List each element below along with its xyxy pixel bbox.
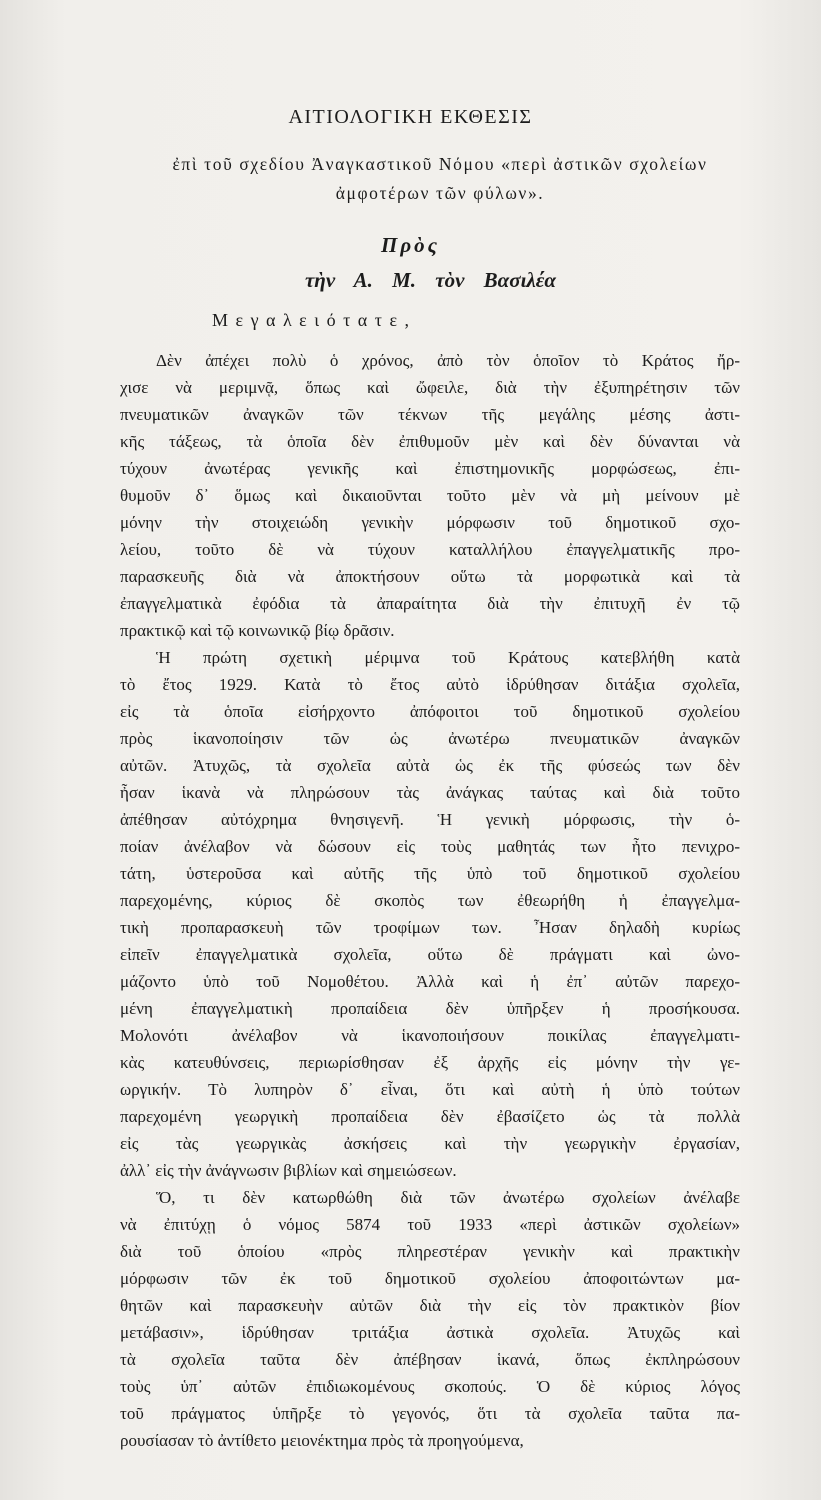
body-text bbox=[120, 347, 740, 1454]
text-line: παρεχομένης, κύριος δὲ σκοπὸς των ἐθεωρήθη ἡ ἐπαγγελμα- bbox=[120, 891, 740, 910]
subtitle-line: ἐπὶ τοῦ σχεδίου Ἀναγκαστικοῦ Νόμου «περὶ ἀστικῶν σχολείων bbox=[172, 154, 708, 174]
text-line: διὰ τοῦ ὁποίου «πρὸς πληρεστέραν γενικὴν καὶ πρακτικὴν bbox=[120, 1242, 740, 1261]
subtitle-line: ἀμφοτέρων τῶν φύλων». bbox=[335, 183, 545, 203]
text-line: τοὺς ὑπ᾽ αὐτῶν ἐπιδιωκομένους σκοπούς. Ὁ δὲ κύριος λόγος bbox=[120, 1377, 740, 1396]
document-title: ΑΙΤΙΟΛΟΓΙΚΗ ΕΚΘΕΣΙΣ bbox=[288, 106, 533, 128]
address-heading-pros: Πρὸς bbox=[380, 233, 440, 257]
text-line: εἰς τὰ ὁποῖα εἰσήρχοντο ἀπόφοιτοι τοῦ δημοτικοῦ σχολείου bbox=[120, 702, 740, 721]
salutation: Μεγαλειότατε, bbox=[212, 310, 417, 330]
text-line: χισε νὰ μεριμνᾷ, ὅπως καὶ ὤφειλε, διὰ τὴν ἐξυπηρέτησιν τῶν bbox=[120, 378, 740, 397]
text-line: ἀλλ᾽ εἰς τὴν ἀνάγνωσιν βιβλίων καὶ σημειώσεων. bbox=[120, 1161, 457, 1180]
text-line: ωργικήν. Τὸ λυπηρὸν δ᾽ εἶναι, ὅτι καὶ αὐτὴ ἡ ὑπὸ τούτων bbox=[120, 1080, 740, 1099]
text-line: τὰ σχολεῖα ταῦτα δὲν ἀπέβησαν ἱκανά, ὅπως ἐκπληρώσουν bbox=[120, 1350, 740, 1369]
text-line: πρὸς ἱκανοποίησιν τῶν ὡς ἀνωτέρω πνευματικῶν ἀναγκῶν bbox=[120, 729, 740, 748]
text-line: πνευματικῶν ἀναγκῶν τῶν τέκνων τῆς μεγάλης μέσης ἀστι- bbox=[120, 405, 740, 424]
text-line: θητῶν καὶ παρασκευὴν αὐτῶν διὰ τὴν εἰς τὸν πρακτικὸν βίον bbox=[120, 1296, 740, 1315]
text-line: λείου, τοῦτο δὲ νὰ τύχουν καταλλήλου ἐπαγγελματικῆς προ- bbox=[120, 540, 740, 559]
text-line: κῆς τάξεως, τὰ ὁποῖα δὲν ἐπιθυμοῦν μὲν καὶ δὲν δύνανται νὰ bbox=[120, 432, 740, 451]
text-line: ἐπαγγελματικὰ ἐφόδια τὰ ἀπαραίτητα διὰ τὴν ἐπιτυχῆ ἐν τῷ bbox=[120, 594, 740, 613]
text-line: ἀπέθησαν αὐτόχρημα θνησιγενῆ. Ἡ γενικὴ μόρφωσις, τὴν ὁ- bbox=[120, 810, 740, 829]
text-line: Δὲν ἀπέχει πολὺ ὁ χρόνος, ἀπὸ τὸν ὁποῖον τὸ Κράτος ἤρ- bbox=[156, 351, 740, 370]
text-line: εἰπεῖν ἐπαγγελματικὰ σχολεῖα, οὕτω δὲ πράγματι καὶ ὠνο- bbox=[120, 945, 740, 964]
text-line: τύχουν ἀνωτέρας γενικῆς καὶ ἐπιστημονικῆς μορφώσεως, ἐπι- bbox=[120, 459, 740, 478]
text-line: κὰς κατευθύνσεις, περιωρίσθησαν ἐξ ἀρχῆς εἰς μόνην τὴν γε- bbox=[120, 1053, 740, 1072]
text-line: ρουσίασαν τὸ ἀντίθετο μειονέκτημα πρὸς τὰ προηγούμενα, bbox=[120, 1431, 524, 1450]
text-line: μόνην τὴν στοιχειώδη γενικὴν μόρφωσιν τοῦ δημοτικοῦ σχο- bbox=[120, 513, 740, 532]
text-line: εἰς τὰς γεωργικὰς ἀσκήσεις καὶ τὴν γεωργικὴν ἐργασίαν, bbox=[120, 1134, 740, 1153]
text-line: Ὅ, τι δὲν κατωρθώθη διὰ τῶν ἀνωτέρω σχολείων ἀνέλαβε bbox=[156, 1188, 740, 1207]
text-line: παρασκευῆς διὰ νὰ ἀποκτήσουν οὕτω τὰ μορφωτικὰ καὶ τὰ bbox=[120, 567, 740, 586]
text-line: Ἡ πρώτη σχετικὴ μέριμνα τοῦ Κράτους κατεβλήθη κατὰ bbox=[156, 648, 740, 667]
address-heading-king: τὴν Α. Μ. τὸν Βασιλέα bbox=[304, 268, 557, 292]
text-line: νὰ ἐπιτύχῃ ὁ νόμος 5874 τοῦ 1933 «περὶ ἀστικῶν σχολείων» bbox=[120, 1215, 740, 1234]
text-line: ἦσαν ἱκανὰ νὰ πληρώσουν τὰς ἀνάγκας ταύτας καὶ διὰ τοῦτο bbox=[120, 783, 740, 802]
text-line: θυμοῦν δ᾽ ὅμως καὶ δικαιοῦνται τοῦτο μὲν νὰ μὴ μείνουν μὲ bbox=[120, 486, 740, 505]
text-line: ποίαν ἀνέλαβον νὰ δώσουν εἰς τοὺς μαθητάς των ἦτο πενιχρο- bbox=[120, 837, 740, 856]
text-line: πρακτικῷ καὶ τῷ κοινωνικῷ βίῳ δρᾶσιν. bbox=[120, 621, 395, 640]
text-line: αὐτῶν. Ἀτυχῶς, τὰ σχολεῖα αὐτὰ ὡς ἐκ τῆς φύσεώς των δὲν bbox=[120, 756, 740, 775]
text-line: τὸ ἔτος 1929. Κατὰ τὸ ἔτος αὐτὸ ἱδρύθησαν διτάξια σχολεῖα, bbox=[120, 675, 740, 694]
paragraph-3 bbox=[120, 1184, 740, 1454]
paragraph-1 bbox=[120, 347, 740, 644]
text-line: τικὴ προπαρασκευὴ τῶν τροφίμων των. Ἦσαν δηλαδὴ κυρίως bbox=[120, 918, 740, 937]
text-line: Μολονότι ἀνέλαβον νὰ ἱκανοποιήσουν ποικίλας ἐπαγγελματι- bbox=[120, 1026, 740, 1045]
text-line: μόρφωσιν τῶν ἐκ τοῦ δημοτικοῦ σχολείου ἀποφοιτώντων μα- bbox=[120, 1269, 740, 1288]
text-line: μάζοντο ὑπὸ τοῦ Νομοθέτου. Ἀλλὰ καὶ ἡ ἐπ᾽ αὐτῶν παρεχο- bbox=[120, 972, 740, 991]
text-line: τάτη, ὑστεροῦσα καὶ αὐτῆς τῆς ὑπὸ τοῦ δημοτικοῦ σχολείου bbox=[120, 864, 740, 883]
text-line: μένη ἐπαγγελματικὴ προπαίδεια δὲν ὑπῆρξεν ἡ προσήκουσα. bbox=[120, 999, 740, 1018]
text-line: παρεχομένη γεωργικὴ προπαίδεια δὲν ἐβασίζετο ὡς τὰ πολλὰ bbox=[120, 1107, 740, 1126]
paragraph-2 bbox=[120, 644, 740, 1184]
document-subtitle bbox=[130, 150, 750, 208]
text-line: μετάβασιν», ἱδρύθησαν τριτάξια ἀστικὰ σχολεῖα. Ἀτυχῶς καὶ bbox=[120, 1323, 740, 1342]
text-line: τοῦ πράγματος ὑπῆρξε τὸ γεγονός, ὅτι τὰ σχολεῖα ταῦτα πα- bbox=[120, 1404, 740, 1423]
